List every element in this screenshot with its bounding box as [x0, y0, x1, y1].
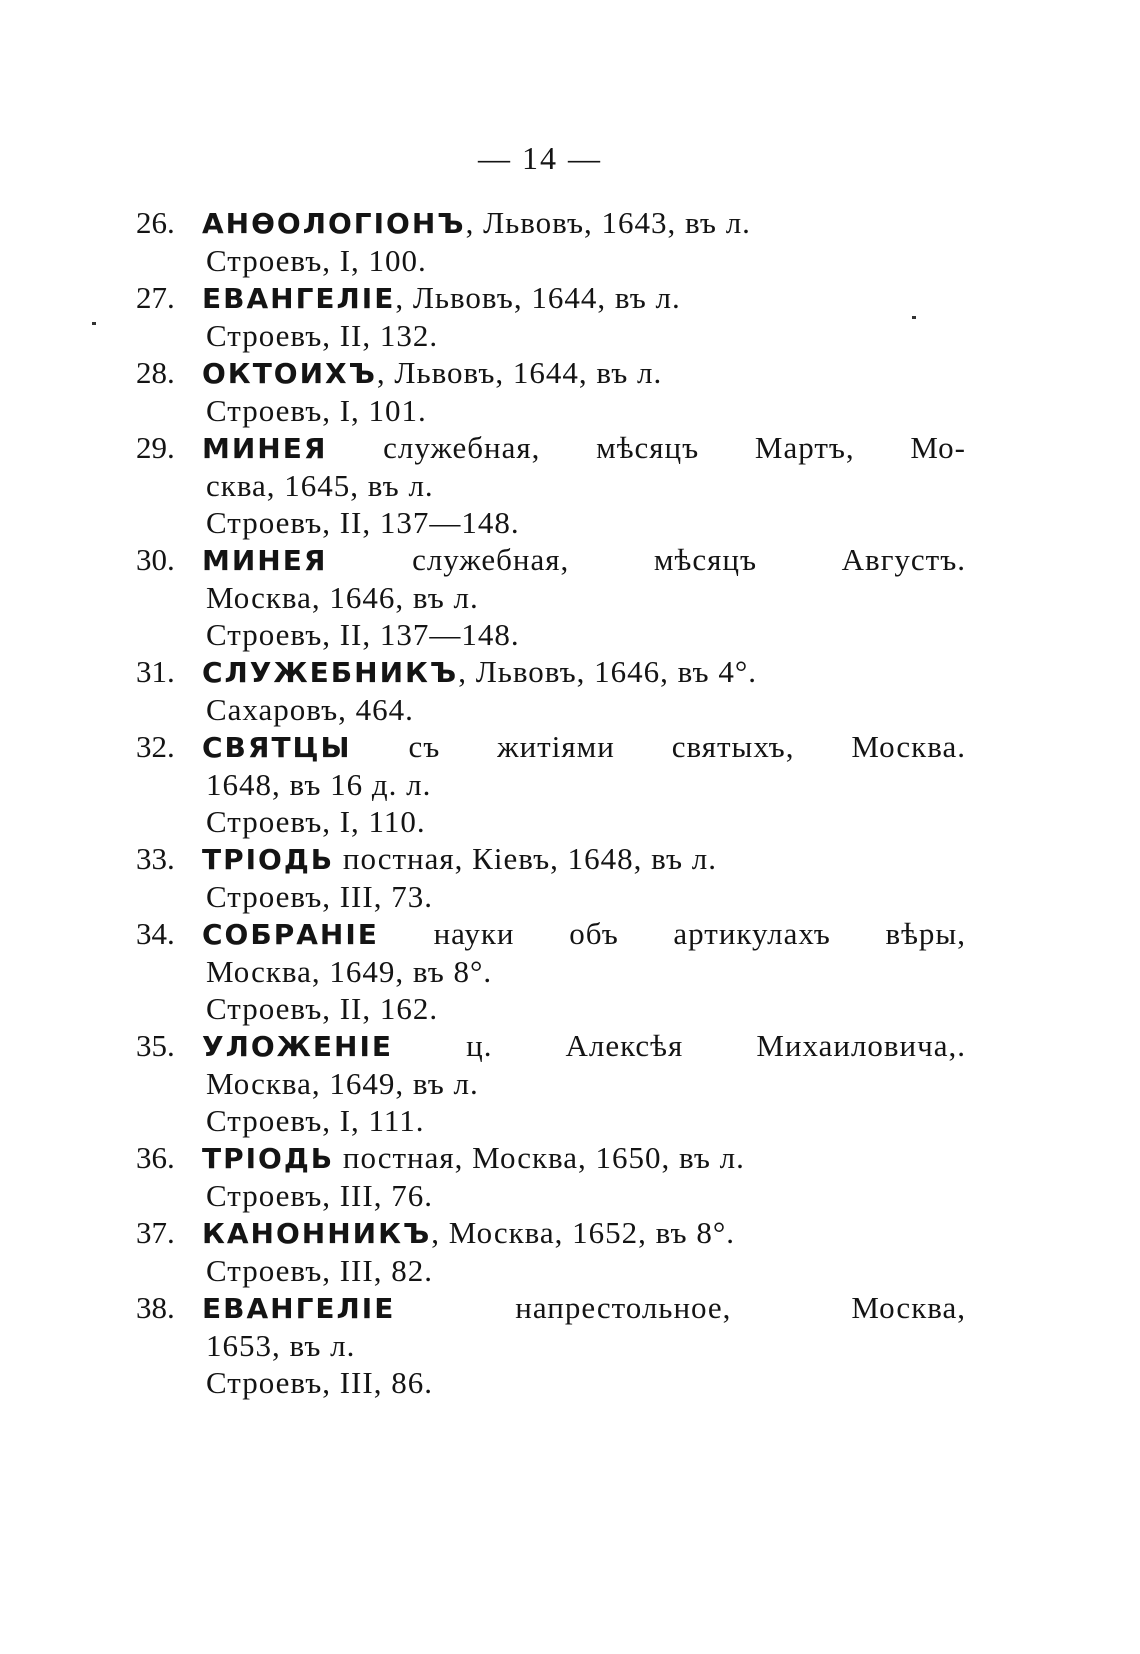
entry-heading — [202, 354, 966, 392]
entry-title: АНѲОЛОГІОНЪ — [202, 207, 466, 240]
entry-heading — [202, 429, 966, 467]
entry-heading — [202, 541, 966, 579]
bibliography-entry — [136, 204, 966, 279]
bibliography-entry — [136, 1139, 966, 1214]
bibliography-entry — [136, 541, 966, 653]
entry-reference: Строевъ, II, 137—148. — [206, 505, 520, 540]
entry-title: ТРІОДЬ — [202, 1142, 335, 1175]
entry-heading — [202, 915, 966, 953]
entry-number: 29. — [136, 430, 175, 465]
bibliography-entry — [136, 1289, 966, 1401]
entry-text: постная, Москва, 1650, въ л. — [334, 1140, 745, 1175]
entry-number: 36. — [136, 1140, 175, 1175]
bibliography-entry — [136, 279, 966, 354]
entry-continuation: Москва, 1646, въ л. — [206, 580, 479, 615]
page-number: — 14 — — [478, 140, 602, 176]
entry-title: КАНОННИКЪ — [202, 1217, 432, 1250]
entry-text: служебная, мѣсяцъ Августъ. — [327, 542, 966, 577]
entry-text: съ житіями святыхъ, Москва. — [351, 729, 966, 764]
entry-reference: Сахаровъ, 464. — [206, 692, 414, 727]
entry-heading — [202, 204, 966, 242]
entry-heading — [202, 1139, 966, 1177]
entry-reference: Строевъ, I, 100. — [206, 243, 427, 278]
entry-reference: Строевъ, III, 73. — [206, 879, 433, 914]
entry-continuation: Москва, 1649, въ 8°. — [206, 954, 493, 989]
bibliography-entry — [136, 840, 966, 915]
entry-title: СЛУЖЕБНИКЪ — [202, 656, 459, 689]
entry-title: УЛОЖЕНІЕ — [202, 1030, 394, 1063]
entry-title: СОБРАНІЕ — [202, 918, 379, 951]
entry-continuation: 1653, въ л. — [206, 1328, 356, 1363]
entry-reference: Строевъ, III, 86. — [206, 1365, 433, 1400]
entry-heading — [202, 1214, 966, 1252]
entry-reference: Строевъ, II, 137—148. — [206, 617, 520, 652]
entry-number: 32. — [136, 729, 175, 764]
entry-number: 38. — [136, 1290, 175, 1325]
entry-text: , Львовъ, 1644, въ л. — [376, 355, 663, 390]
entry-text: , Москва, 1652, въ 8°. — [431, 1215, 735, 1250]
entry-number: 31. — [136, 654, 175, 689]
stray-mark-left — [92, 322, 96, 325]
entry-reference: Строевъ, I, 110. — [206, 804, 426, 839]
entry-heading — [202, 1289, 966, 1327]
entry-title: МИНЕЯ — [202, 544, 328, 577]
bibliography-list — [136, 204, 966, 1401]
entry-text: науки объ артикулахъ вѣры, — [378, 916, 966, 951]
entry-heading — [202, 728, 966, 766]
bibliography-entry — [136, 915, 966, 1027]
entry-number: 34. — [136, 916, 175, 951]
entry-title: ТРІОДЬ — [202, 843, 335, 876]
entry-reference: Строевъ, II, 132. — [206, 318, 439, 353]
bibliography-entry — [136, 1214, 966, 1289]
entry-title: ОКТОИХЪ — [202, 357, 377, 390]
bibliography-entry — [136, 354, 966, 429]
entry-title: СВЯТЦЫ — [202, 731, 352, 764]
entry-heading — [202, 1027, 966, 1065]
bibliography-entry — [136, 1027, 966, 1139]
entry-reference: Строевъ, II, 162. — [206, 991, 439, 1026]
entry-reference: Строевъ, I, 111. — [206, 1103, 425, 1138]
bibliography-entry — [136, 728, 966, 840]
entry-number: 35. — [136, 1028, 175, 1063]
entry-text: напрестольное, Москва, — [395, 1290, 966, 1325]
entry-heading — [202, 279, 966, 317]
entry-continuation: 1648, въ 16 д. л. — [206, 767, 432, 802]
entry-reference: Строевъ, III, 82. — [206, 1253, 433, 1288]
entry-number: 37. — [136, 1215, 175, 1250]
entry-reference: Строевъ, I, 101. — [206, 393, 427, 428]
entry-number: 30. — [136, 542, 175, 577]
entry-title: ЕВАНГЕЛІЕ — [202, 1292, 396, 1325]
entry-number: 26. — [136, 205, 175, 240]
entry-heading — [202, 840, 966, 878]
entry-reference: Строевъ, III, 76. — [206, 1178, 433, 1213]
entry-text: , Львовъ, 1644, въ л. — [395, 280, 681, 315]
entry-text: постная, Кіевъ, 1648, въ л. — [334, 841, 717, 876]
entry-text: , Львовъ, 1646, въ 4°. — [458, 654, 757, 689]
entry-continuation: Москва, 1649, въ л. — [206, 1066, 479, 1101]
entry-number: 33. — [136, 841, 175, 876]
entry-title: ЕВАНГЕЛІЕ — [202, 282, 396, 315]
entry-title: МИНЕЯ — [202, 432, 328, 465]
entry-number: 28. — [136, 355, 175, 390]
entry-text: служебная, мѣсяцъ Мартъ, Мо- — [327, 430, 966, 465]
entry-text: , Львовъ, 1643, въ л. — [465, 205, 751, 240]
bibliography-entry — [136, 653, 966, 728]
bibliography-entry — [136, 429, 966, 541]
entry-continuation: сква, 1645, въ л. — [206, 468, 434, 503]
entry-heading — [202, 653, 966, 691]
entry-text: ц. Алексѣя Михаиловича,. — [393, 1028, 966, 1063]
entry-number: 27. — [136, 280, 175, 315]
